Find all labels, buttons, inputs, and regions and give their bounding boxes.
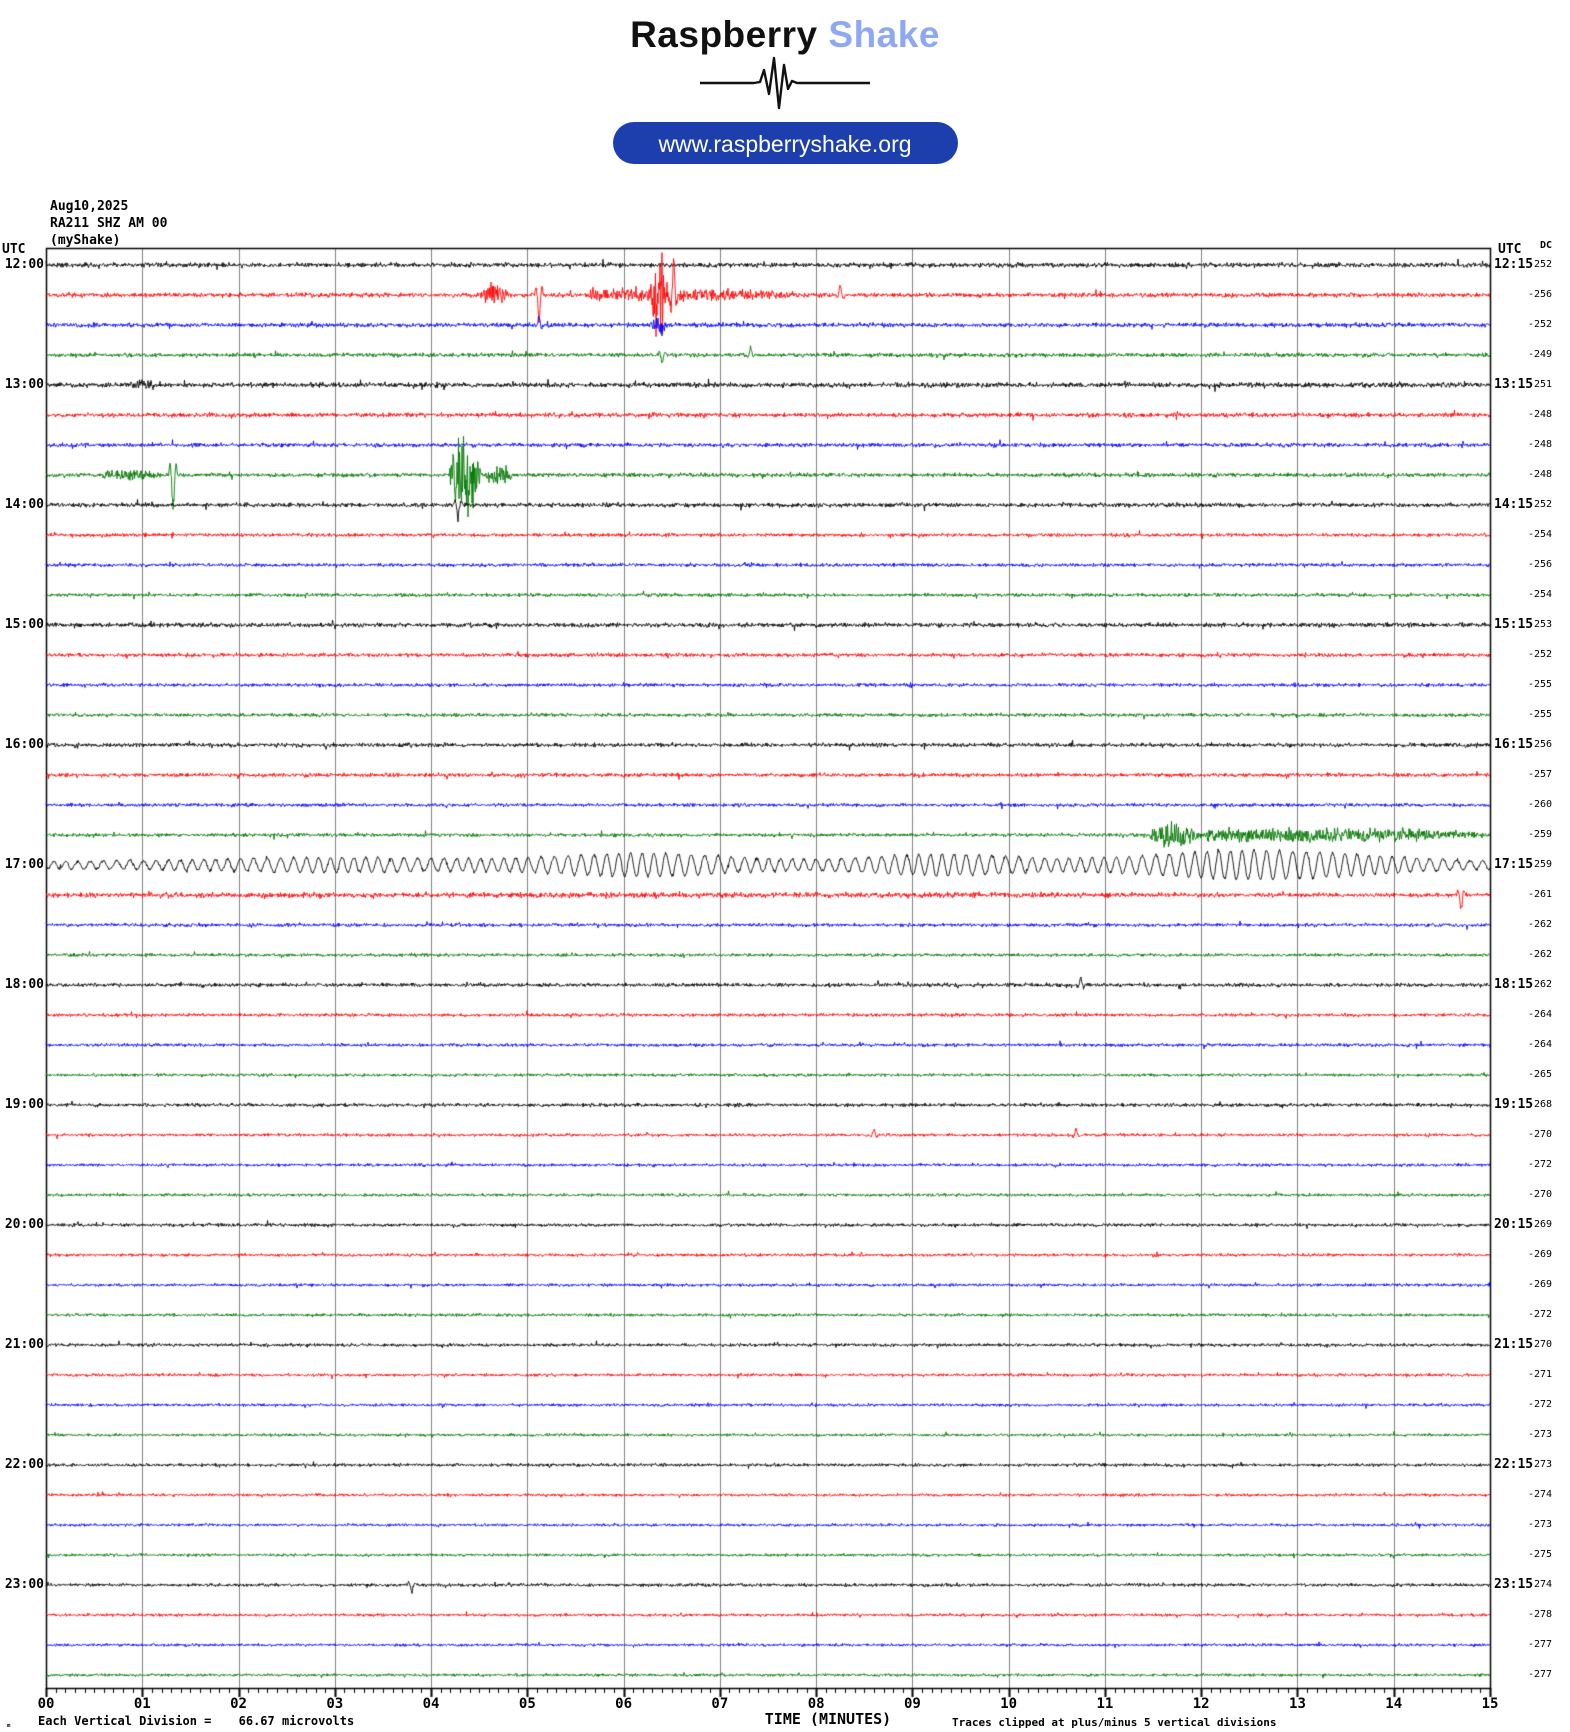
dc-value: -252 <box>1528 319 1553 330</box>
seismo-wave-icon <box>700 56 870 114</box>
hour-label: 13:00 <box>4 377 44 392</box>
dc-value: -277 <box>1528 1639 1553 1650</box>
dc-value: -256 <box>1528 559 1553 570</box>
x-tick-label: 14 <box>1385 1696 1403 1712</box>
x-tick-label: 12 <box>1192 1696 1210 1712</box>
dc-value: -262 <box>1528 979 1553 990</box>
dc-value: -268 <box>1528 1099 1553 1110</box>
dc-value: -274 <box>1528 1579 1553 1590</box>
dc-value: -269 <box>1528 1219 1553 1230</box>
hour-label: 14:00 <box>4 497 44 512</box>
dc-value: -248 <box>1528 439 1553 450</box>
hour-label: 21:00 <box>4 1337 44 1352</box>
dc-value: -262 <box>1528 949 1553 960</box>
x-tick-label: 15 <box>1481 1696 1499 1712</box>
station-date: Aug10,2025 <box>50 199 129 214</box>
footer-glyph: ₘ <box>6 1720 12 1730</box>
footer-clip-note: Traces clipped at plus/minus 5 vertical divisions <box>952 1716 1277 1729</box>
brand-secondary: Shake <box>828 14 940 55</box>
dc-value: -269 <box>1528 1279 1553 1290</box>
dc-value: -269 <box>1528 1249 1553 1260</box>
brand-primary: Raspberry <box>630 14 818 55</box>
dc-value: -256 <box>1528 289 1553 300</box>
footer-division-note <box>38 1714 354 1728</box>
station-id: RA211 SHZ AM 00 <box>50 216 168 231</box>
right-time-label: 14:15 <box>1494 497 1534 512</box>
hour-label: 17:00 <box>4 857 44 872</box>
right-time-label: 23:15 <box>1494 1577 1534 1592</box>
dc-value: -265 <box>1528 1069 1553 1080</box>
x-tick-label: 04 <box>422 1696 440 1712</box>
dc-value: -271 <box>1528 1369 1553 1380</box>
x-tick-label: 10 <box>1000 1696 1018 1712</box>
dc-value: -277 <box>1528 1669 1553 1680</box>
division-label: Each Vertical Division = <box>38 1714 212 1728</box>
x-tick-label: 03 <box>326 1696 344 1712</box>
dc-value: -260 <box>1528 799 1553 810</box>
hour-label: 12:00 <box>4 257 44 272</box>
dc-value: -272 <box>1528 1309 1553 1320</box>
dc-value: -272 <box>1528 1159 1553 1170</box>
x-tick-label: 02 <box>230 1696 247 1712</box>
x-tick-label: 08 <box>807 1696 825 1712</box>
dc-value: -264 <box>1528 1039 1553 1050</box>
right-time-label: 22:15 <box>1494 1457 1534 1472</box>
dc-value: -261 <box>1528 889 1553 900</box>
x-tick-label: 06 <box>615 1696 633 1712</box>
x-tick-label: 11 <box>1096 1696 1114 1712</box>
x-tick-label: 07 <box>711 1696 729 1712</box>
dc-value: -275 <box>1528 1549 1553 1560</box>
dc-value: -254 <box>1528 589 1553 600</box>
helicorder-canvas <box>0 180 1570 1732</box>
x-tick-label: 09 <box>903 1696 921 1712</box>
right-time-label: 20:15 <box>1494 1217 1534 1232</box>
station-network: (myShake) <box>50 233 121 248</box>
dc-value: -257 <box>1528 769 1553 780</box>
hour-label: 20:00 <box>4 1217 44 1232</box>
dc-value: -270 <box>1528 1129 1553 1140</box>
right-time-label: 18:15 <box>1494 977 1534 992</box>
helicorder-chart <box>0 180 1570 1732</box>
header-logo <box>0 0 1570 56</box>
hour-label: 15:00 <box>4 617 44 632</box>
right-time-label: 21:15 <box>1494 1337 1534 1352</box>
utc-header-left: UTC <box>2 242 26 257</box>
dc-value: -270 <box>1528 1339 1553 1350</box>
x-tick-label: 00 <box>37 1696 55 1712</box>
x-tick-label: 01 <box>133 1696 151 1712</box>
right-time-label: 19:15 <box>1494 1097 1534 1112</box>
dc-value: -254 <box>1528 529 1553 540</box>
hour-label: 16:00 <box>4 737 44 752</box>
dc-value: -252 <box>1528 259 1553 270</box>
dc-value: -273 <box>1528 1459 1553 1470</box>
right-time-label: 16:15 <box>1494 737 1534 752</box>
dc-value: -264 <box>1528 1009 1553 1020</box>
right-time-label: 15:15 <box>1494 617 1534 632</box>
dc-value: -255 <box>1528 679 1553 690</box>
station-info <box>50 198 167 249</box>
dc-value: -278 <box>1528 1609 1553 1620</box>
dc-value: -270 <box>1528 1189 1553 1200</box>
dc-value: -262 <box>1528 919 1553 930</box>
dc-value: -253 <box>1528 619 1553 630</box>
dc-value: -274 <box>1528 1489 1553 1500</box>
right-time-label: 13:15 <box>1494 377 1534 392</box>
hour-label: 22:00 <box>4 1457 44 1472</box>
hour-label: 19:00 <box>4 1097 44 1112</box>
website-pill-button[interactable]: www.raspberryshake.org <box>613 122 958 164</box>
dc-value: -272 <box>1528 1399 1553 1410</box>
dc-value: -248 <box>1528 469 1553 480</box>
dc-value: -252 <box>1528 499 1553 510</box>
dc-value: -256 <box>1528 739 1553 750</box>
dc-value: -255 <box>1528 709 1553 720</box>
x-tick-label: 05 <box>518 1696 536 1712</box>
dc-value: -259 <box>1528 859 1553 870</box>
hour-label: 18:00 <box>4 977 44 992</box>
dc-header: DC <box>1540 240 1553 251</box>
dc-value: -273 <box>1528 1429 1553 1440</box>
right-time-label: 17:15 <box>1494 857 1534 872</box>
dc-value: -251 <box>1528 379 1553 390</box>
x-axis-label: TIME (MINUTES) <box>764 1710 892 1728</box>
dc-value: -248 <box>1528 409 1553 420</box>
hour-label: 23:00 <box>4 1577 44 1592</box>
dc-value: -259 <box>1528 829 1553 840</box>
dc-value: -273 <box>1528 1519 1553 1530</box>
x-tick-label: 13 <box>1289 1696 1306 1712</box>
utc-header-right: UTC <box>1498 242 1522 257</box>
division-value: 66.67 microvolts <box>238 1714 355 1728</box>
dc-value: -252 <box>1528 649 1553 660</box>
dc-value: -249 <box>1528 349 1553 360</box>
right-time-label: 12:15 <box>1494 257 1534 272</box>
